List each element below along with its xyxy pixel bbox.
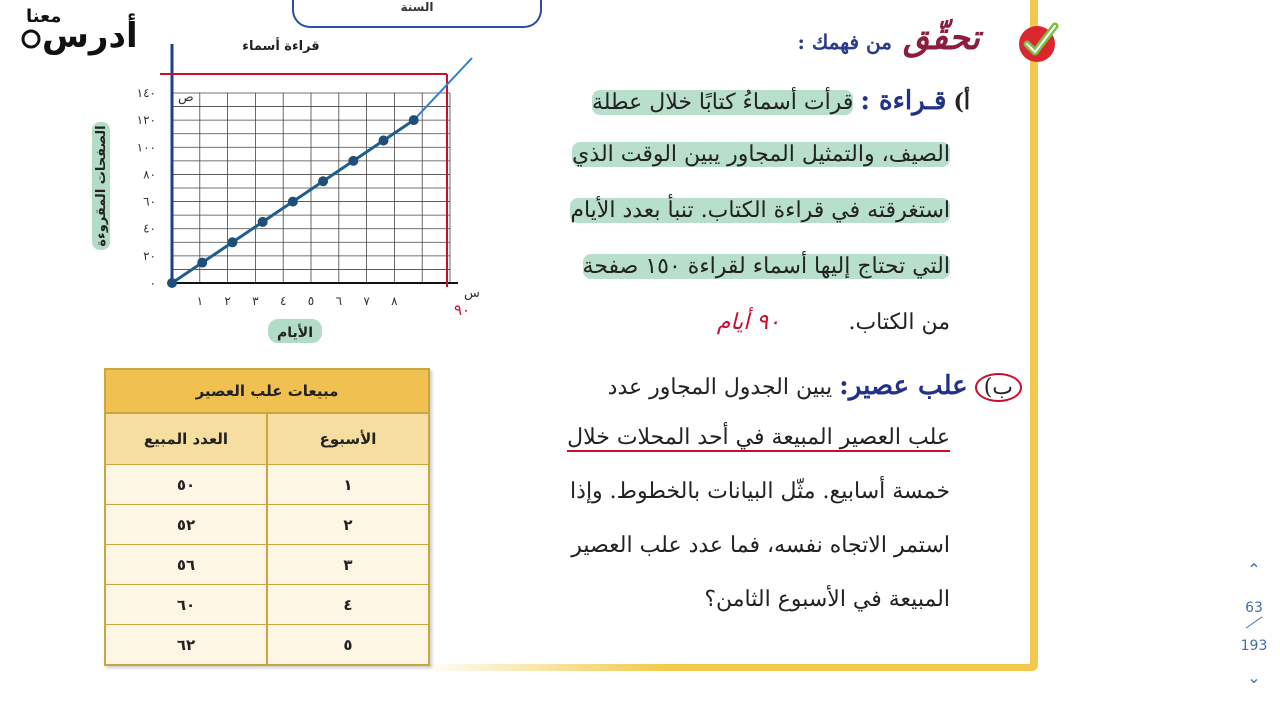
y-tick-label: ٠ [149, 276, 156, 290]
data-point [288, 197, 298, 207]
page-separator [1246, 616, 1263, 628]
logo-big-text: أدرس [42, 16, 138, 56]
x-tick-label: ٢ [224, 294, 231, 308]
title-main: تحقّق [903, 18, 980, 58]
part-b-line-1: يبين الجدول المجاور عدد [607, 375, 833, 400]
table-header-count: العدد المبيع [106, 414, 268, 464]
y-tick-label: ٨٠ [143, 167, 156, 182]
section-title [797, 18, 980, 58]
y-tick-label: ٤٠ [143, 221, 156, 236]
x-axis-label: الأيام [277, 325, 313, 341]
part-a-label: أ) [953, 89, 970, 115]
total-pages: 193 [1240, 638, 1268, 654]
part-a-line-4: التي تحتاج إليها أسماء لقراءة ١٥٠ صفحة [582, 254, 950, 279]
table-header-week: الأسبوع [319, 430, 377, 448]
table-cell-week: ٢ [343, 515, 353, 534]
x-tick-label: ٦ [335, 294, 343, 308]
chart-title: قراءة أسماء [242, 39, 320, 54]
handwritten-note: ٩٠ أيام [716, 310, 780, 335]
x-tick-label: ٤ [279, 294, 287, 308]
page-frame-right [1030, 0, 1038, 668]
y-tick-label: ٢٠ [143, 248, 156, 263]
x-tick-label: ٨ [391, 294, 398, 308]
data-point [227, 237, 237, 247]
reading-chart [90, 30, 490, 350]
table-cell-count: ٥٠ [106, 465, 268, 504]
year-tab-label: السنة [400, 0, 434, 14]
logo-ring-icon [20, 28, 42, 50]
table-cell-week: ١ [343, 475, 353, 494]
y-tick-label: ١٢٠ [136, 113, 156, 128]
juice-sales-table [104, 368, 430, 666]
table-cell-count: ٥٦ [106, 545, 268, 584]
part-b-line-3: خمسة أسابيع. مثّل البيانات بالخطوط. وإذا [570, 479, 950, 504]
y-axis-symbol: ص [178, 90, 194, 105]
part-a-line-3: استغرقته في قراءة الكتاب. تنبأ بعدد الأيام [570, 198, 950, 223]
data-point [348, 156, 358, 166]
x-tick-label: ٣ [252, 294, 259, 308]
table-cell-week: ٥ [343, 635, 353, 654]
part-b-line-2: علب العصير المبيعة في أحد المحلات خلال [567, 425, 950, 450]
table-row [106, 625, 428, 664]
page-up-icon[interactable]: ⌃ [1247, 560, 1261, 579]
part-b-keyword: علب عصير: [839, 371, 968, 401]
table-row [106, 465, 428, 505]
table-cell-week: ٣ [343, 555, 353, 574]
logo-small-text: معنا [26, 6, 62, 27]
data-point [318, 176, 328, 186]
x-tick-label: ٥ [307, 294, 315, 308]
part-a [460, 80, 1030, 360]
title-sub: من فهمك : [797, 30, 892, 54]
table-cell-count: ٦٠ [106, 585, 268, 624]
part-a-line-2: الصيف، والتمثيل المجاور يبين الوقت الذي [572, 142, 950, 167]
table-row [106, 505, 428, 545]
data-point [379, 136, 389, 146]
y-tick-label: ٦٠ [143, 194, 156, 209]
part-b [460, 365, 1030, 625]
x-axis-symbol: س [464, 286, 480, 301]
part-b-line-5: المبيعة في الأسبوع الثامن؟ [704, 587, 950, 612]
table-cell-count: ٥٢ [106, 505, 268, 544]
table-row [106, 585, 428, 625]
page-frame-bottom [420, 664, 1038, 671]
part-a-line-5: من الكتاب. [848, 310, 950, 335]
data-point [197, 258, 207, 268]
part-b-line-4: استمر الاتجاه نفسه، فما عدد علب العصير [571, 533, 950, 558]
table-row [106, 545, 428, 585]
annotation-value: ٩٠ [454, 301, 471, 319]
data-point [409, 115, 419, 125]
part-a-line-1: قرأت أسماءُ كتابًا خلال عطلة [591, 90, 854, 115]
page-navigator [1232, 560, 1276, 690]
table-cell-week: ٤ [343, 595, 353, 614]
table-caption: مبيعات علب العصير [106, 370, 428, 414]
x-tick-label: ٧ [363, 294, 370, 308]
y-tick-label: ١٠٠ [136, 140, 156, 155]
data-point [258, 217, 268, 227]
table-cell-count: ٦٢ [106, 625, 268, 664]
table-header-row [106, 414, 428, 465]
part-b-label: ب) [975, 373, 1022, 402]
y-axis-label: الصفحات المقروءة [94, 125, 109, 247]
part-a-keyword: قـراءة : [860, 86, 947, 116]
y-tick-label: ١٤٠ [136, 86, 156, 100]
year-tab [292, 0, 542, 28]
checkmark-icon [1015, 18, 1063, 66]
data-point [167, 278, 177, 288]
x-tick-label: ١ [196, 294, 204, 308]
current-page: 63 [1245, 600, 1263, 616]
page-down-icon[interactable]: ⌄ [1247, 668, 1261, 687]
